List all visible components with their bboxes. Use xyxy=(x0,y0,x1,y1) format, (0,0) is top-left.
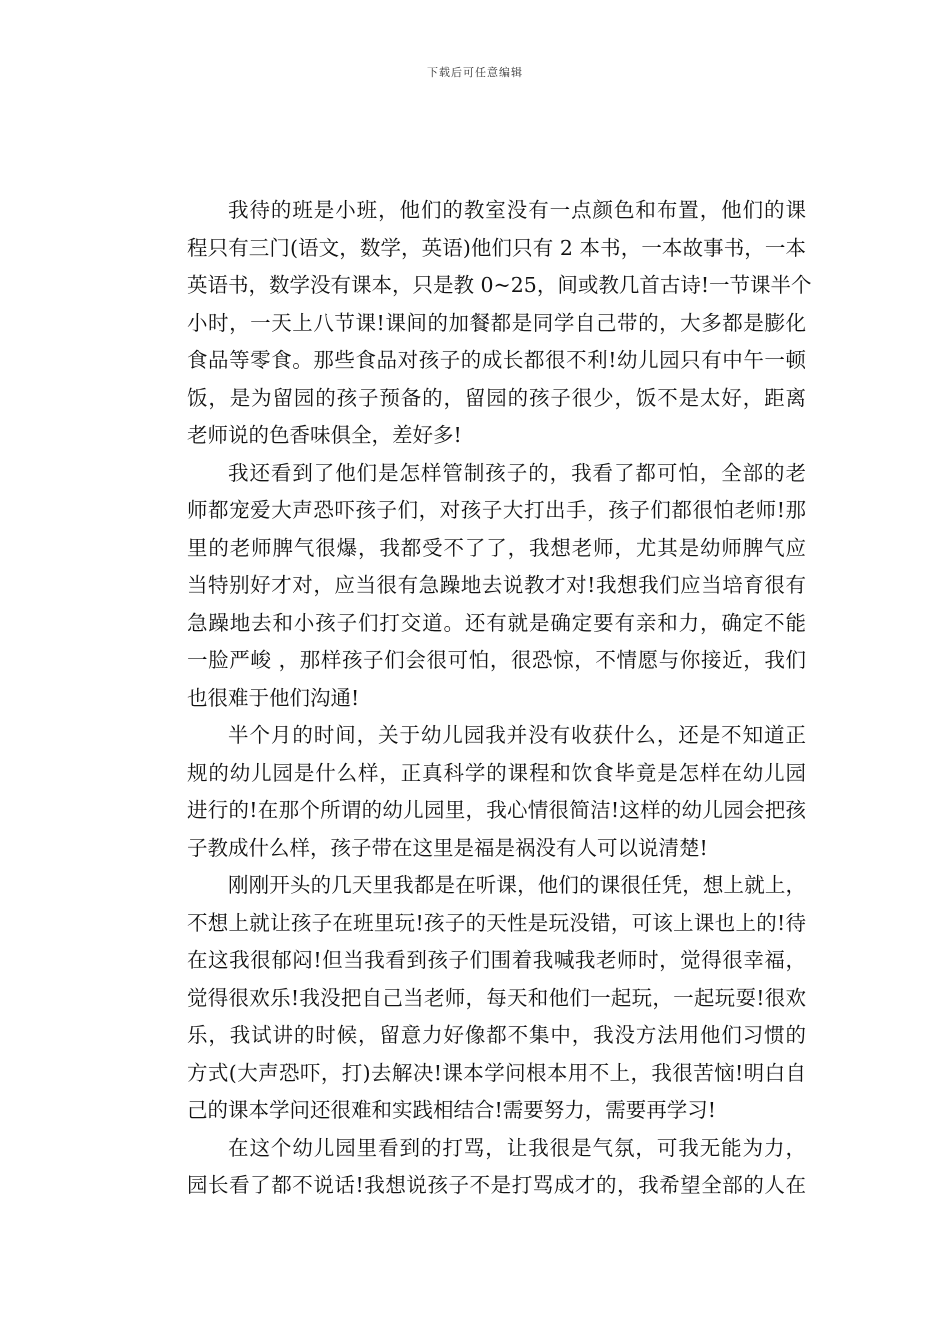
text-line: 急躁地去和小孩子们打交道。还有就是确定要有亲和力，确定不能 xyxy=(187,610,806,635)
text-line: 在这我很郁闷!但当我看到孩子们围着我喊我老师时，觉得很幸福， xyxy=(187,948,806,972)
text-line: 当特别好才对，应当很有急躁地去说教才对!我想我们应当培育很有 xyxy=(187,573,806,597)
text-line: 老师说的色香味俱全，差好多! xyxy=(187,423,462,447)
text-line: 己的课本学问还很难和实践相结合!需要努力，需要再学习! xyxy=(187,1098,716,1122)
text-line: 食品等零食。那些食品对孩子的成长都很不利!幼儿园只有中午一顿 xyxy=(187,348,806,372)
text-line: 半个月的时间，关于幼儿园我并没有收获什么，还是不知道正 xyxy=(228,723,806,747)
text-line: 师都宠爱大声恐吓孩子们，对孩子大打出手，孩子们都很怕老师!那 xyxy=(187,498,806,522)
paragraph-5 xyxy=(146,1130,806,1205)
text-line: 饭，是为留园的孩子预备的，留园的孩子很少，饭不是太好，距离 xyxy=(187,385,806,410)
text-line: 觉得很欢乐!我没把自己当老师，每天和他们一起玩，一起玩耍!很欢 xyxy=(187,985,806,1010)
text-line: 方式(大声恐吓，打)去解决!课本学问根本用不上，我很苦恼!明白自 xyxy=(187,1060,806,1085)
text-line: 程只有三门(语文，数学，英语)他们只有 2 本书，一本故事书，一本 xyxy=(187,235,806,260)
document-body xyxy=(146,192,812,1205)
text-line: 规的幼儿园是什么样，正真科学的课程和饮食毕竟是怎样在幼儿园 xyxy=(187,760,806,785)
text-line: 在这个幼儿园里看到的打骂，让我很是气氛，可我无能为力， xyxy=(228,1135,806,1160)
text-line: 我还看到了他们是怎样管制孩子的，我看了都可怕，全部的老 xyxy=(228,460,806,485)
text-line: 小时，一天上八节课!课间的加餐都是同学自己带的，大多都是膨化 xyxy=(187,310,806,335)
text-line: 园长看了都不说话!我想说孩子不是打骂成才的，我希望全部的人在 xyxy=(187,1173,806,1197)
text-line: 一脸严峻 ，那样孩子们会很可怕，很恐惊，不情愿与你接近，我们 xyxy=(187,648,806,672)
paragraph-2 xyxy=(146,455,806,718)
paragraph-1 xyxy=(146,192,812,455)
text-line: 子教成什么样，孩子带在这里是福是祸没有人可以说清楚! xyxy=(187,835,708,860)
text-line: 进行的!在那个所谓的幼儿园里，我心情很简洁!这样的幼儿园会把孩 xyxy=(187,798,806,822)
text-line: 不想上就让孩子在班里玩!孩子的天性是玩没错，可该上课也上的!待 xyxy=(187,910,806,935)
text-line: 里的老师脾气很爆，我都受不了了，我想老师，尤其是幼师脾气应 xyxy=(187,535,806,560)
text-line: 刚刚开头的几天里我都是在听课，他们的课很任凭，想上就上， xyxy=(228,873,806,897)
text-line: 英语书，数学没有课本，只是教 0~25，间或教几首古诗!一节课半个 xyxy=(187,273,812,297)
header-note: 下载后可任意编辑 xyxy=(427,66,523,79)
paragraph-3 xyxy=(146,717,806,867)
paragraph-4 xyxy=(146,867,806,1130)
text-line: 也很难于他们沟通! xyxy=(187,685,360,710)
text-line: 我待的班是小班，他们的教室没有一点颜色和布置，他们的课 xyxy=(228,198,806,222)
text-line: 乐，我试讲的时候，留意力好像都不集中，我没方法用他们习惯的 xyxy=(187,1023,806,1047)
